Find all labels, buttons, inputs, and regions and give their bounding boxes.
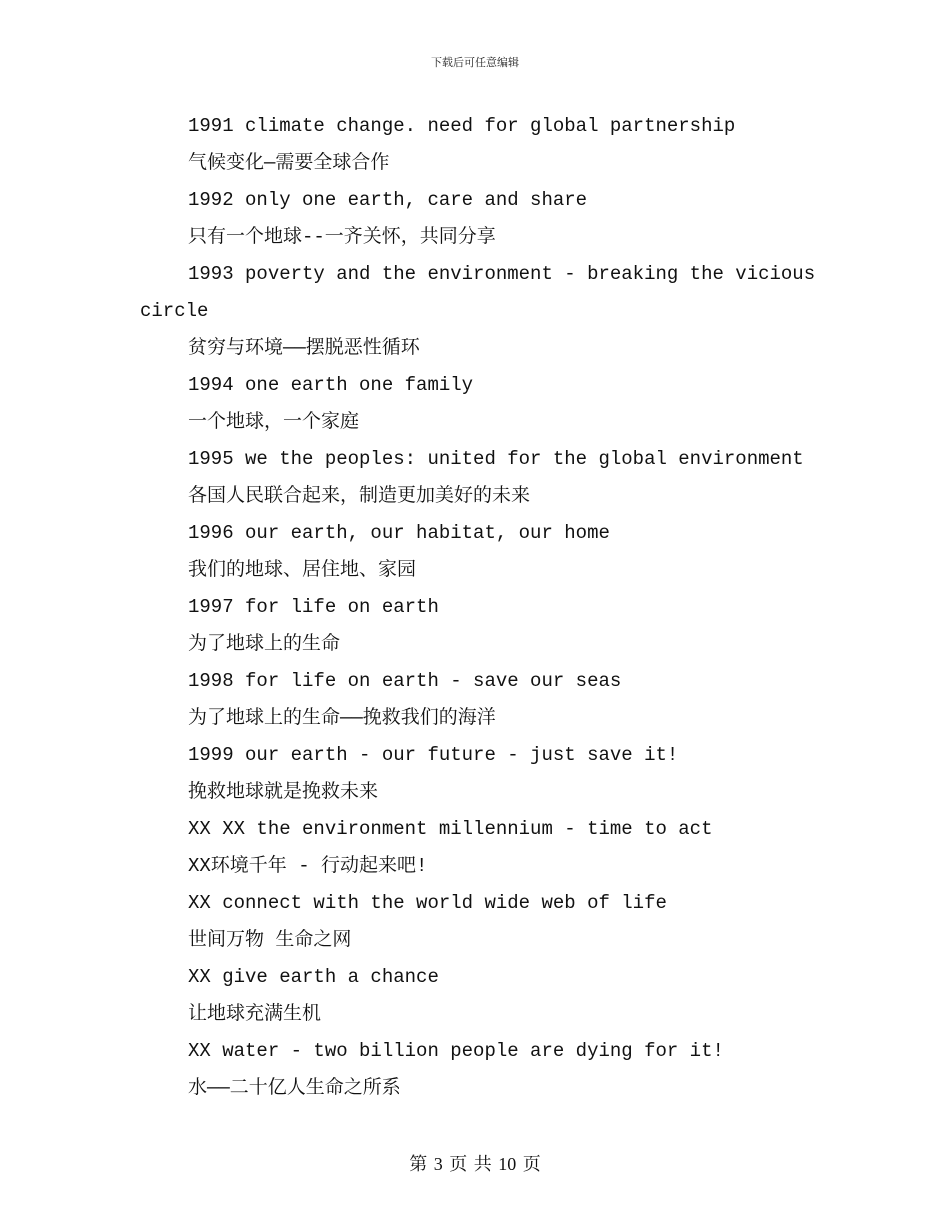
page-header: 下载后可任意编辑 — [431, 56, 519, 69]
text-line: 1999 our earth - our future - just save it! — [188, 744, 679, 766]
text-line: XX环境千年 - 行动起来吧! — [188, 855, 428, 877]
text-line: 1993 poverty and the environment - breaking the vicious circle — [140, 263, 816, 322]
text-line: 气候变化—需要全球合作 — [188, 152, 390, 174]
text-line: 一个地球，一个家庭 — [188, 411, 360, 433]
page-footer: 第 3 页 共 10 页 — [409, 1154, 541, 1174]
text-line: 让地球充满生机 — [188, 1003, 322, 1025]
text-line: XX water - two billion people are dying for it! — [188, 1040, 724, 1062]
text-line: 1998 for life on earth - save our seas — [188, 670, 622, 692]
text-line: 1995 we the peoples: united for the global environment — [188, 448, 804, 470]
text-line: 1996 our earth, our habitat, our home — [188, 522, 610, 544]
text-line: XX give earth a chance — [188, 966, 439, 988]
page-content — [140, 108, 820, 1107]
text-line: 1994 one earth one family — [188, 374, 474, 396]
text-line: 贫穷与环境——摆脱恶性循环 — [188, 337, 420, 359]
text-line: 为了地球上的生命 — [188, 633, 341, 655]
text-line: 世间万物 生命之网 — [188, 929, 352, 951]
text-line: 我们的地球、居住地、家园 — [188, 559, 417, 581]
text-line: 为了地球上的生命——挽救我们的海洋 — [188, 707, 496, 729]
text-line: 只有一个地球--一齐关怀，共同分享 — [188, 226, 496, 248]
text-line: 挽救地球就是挽救未来 — [188, 781, 379, 803]
text-line: 1991 climate change. need for global partnership — [188, 115, 736, 137]
text-line: XX connect with the world wide web of life — [188, 892, 667, 914]
text-line: 1992 only one earth, care and share — [188, 189, 588, 211]
text-line: 水——二十亿人生命之所系 — [188, 1077, 401, 1099]
text-line: 1997 for life on earth — [188, 596, 439, 618]
text-line: 各国人民联合起来，制造更加美好的未来 — [188, 485, 531, 507]
text-line: XX XX the environment millennium - time to act — [188, 818, 713, 840]
